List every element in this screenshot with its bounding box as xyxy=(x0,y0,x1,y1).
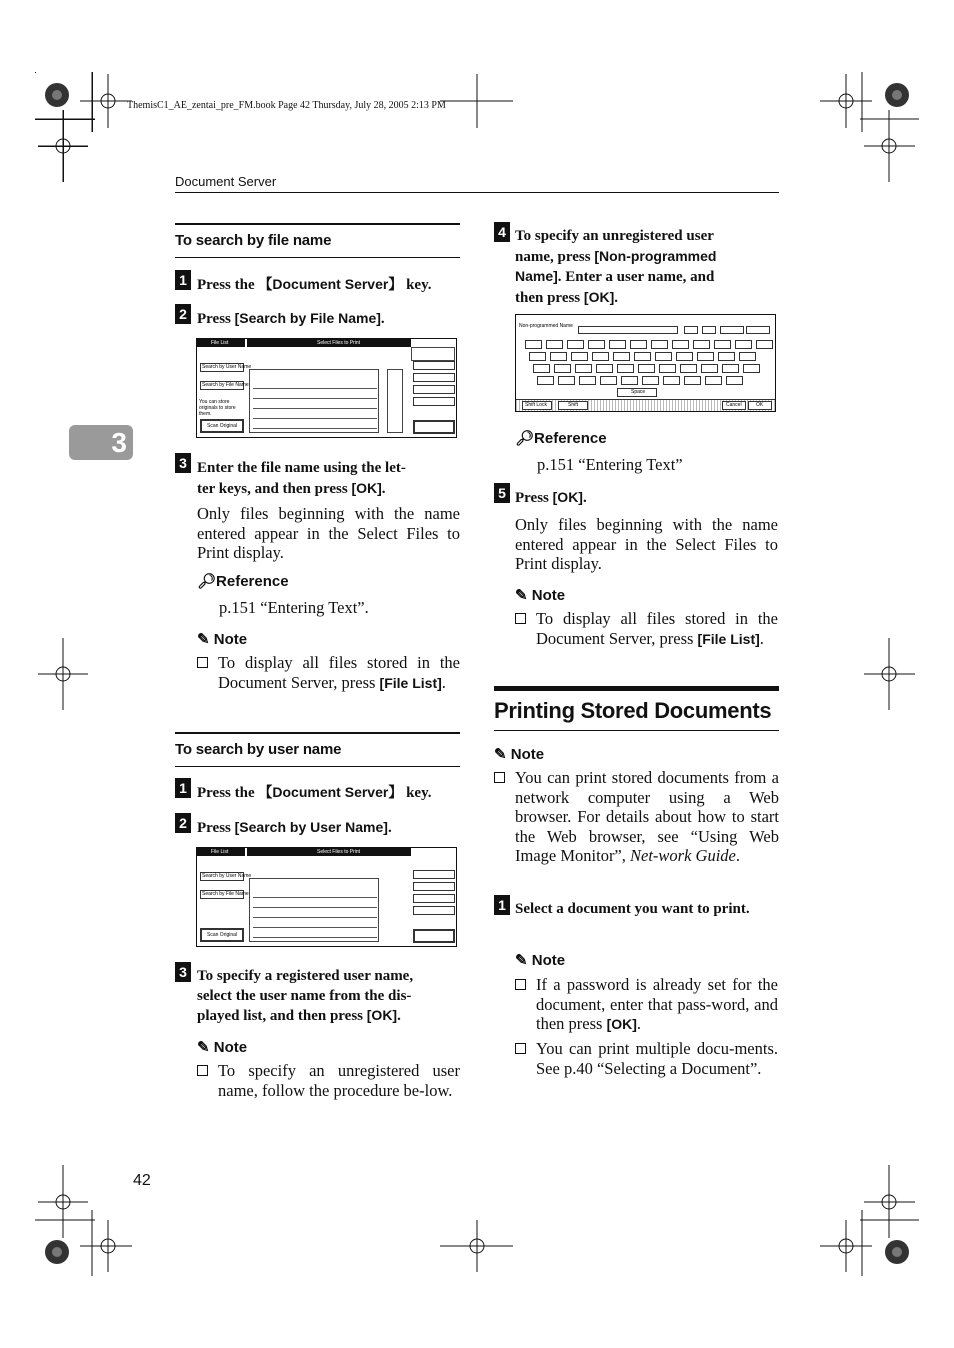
reference-heading: 🔎︎Reference xyxy=(197,573,289,590)
checkbox-bullet-icon xyxy=(515,1043,526,1054)
note-item: To specify an unregistered user name, follow the procedure be-low. xyxy=(197,1061,460,1100)
search-by-file-name-key: [Search by File Name] xyxy=(234,310,381,326)
document-server-key: 【Document Server】 xyxy=(258,784,403,800)
note-heading: ✎ Note xyxy=(197,631,248,648)
file-info: ThemisC1_AE_zentai_pre_FM.book Page 42 Thursday, July 28, 2005 2:13 PM xyxy=(127,100,446,111)
note-heading: ✎ Note xyxy=(515,587,566,604)
non-programmed-name-key: [Non-programmed xyxy=(594,247,717,264)
step-2-text: Press [Search by File Name]. xyxy=(197,310,385,327)
header-rule xyxy=(175,192,779,193)
running-head: Document Server xyxy=(175,174,277,189)
ok-key: [OK] xyxy=(606,1016,637,1032)
step-number: 2 xyxy=(175,813,191,833)
reference-icon: 🔎︎ xyxy=(197,573,217,590)
step-5-description: Only files beginning with the name entered appear in the Select Files to Print display. xyxy=(515,515,778,573)
step-number: 5 xyxy=(494,483,510,503)
note-heading: ✎ Note xyxy=(494,746,545,763)
section-title: Printing Stored Documents xyxy=(494,698,772,723)
ok-key: [OK] xyxy=(351,479,382,496)
note-item: To display all files stored in the Document Server, press [File List]. xyxy=(515,609,778,649)
checkbox-bullet-icon xyxy=(494,772,505,783)
search-by-user-name-key: [Search by User Name] xyxy=(234,819,388,835)
chapter-tab: 3 xyxy=(69,425,133,460)
step-number: 2 xyxy=(175,304,191,324)
step-3-description: Only files beginning with the name entered appear in the Select Files to Print display. xyxy=(197,504,460,562)
page-number: 42 xyxy=(133,1172,151,1189)
step-number: 3 xyxy=(175,453,191,473)
select-files-screenshot: File List Select Files to Print Search by User Name Search by File Name You can store originals to store them. Scan Original xyxy=(196,338,457,438)
step-number: 4 xyxy=(494,222,510,242)
step-number: 1 xyxy=(494,895,510,915)
pencil-icon: ✎ xyxy=(515,952,528,969)
pencil-icon: ✎ xyxy=(515,587,528,604)
step-4-text: To specify an unregistered user name, press [Non-programmed Name]. Enter a user name, and then press [OK]. xyxy=(515,228,717,306)
step-number: 1 xyxy=(175,778,191,798)
file-list-key: [File List] xyxy=(379,674,442,691)
reference-heading: 🔎︎Reference xyxy=(515,430,607,447)
note-heading: ✎ Note xyxy=(197,1039,248,1056)
section-heading-box xyxy=(494,686,779,731)
reference-icon: 🔎︎ xyxy=(515,430,535,447)
reference-text: p.151 “Entering Text” xyxy=(537,455,683,474)
keyboard-keys: Space xyxy=(519,337,773,407)
note-item: You can print stored documents from a network computer using a Web browser. For details about how to start the Web browser, see “Using Web Image Monitor”, Net-work Guide. xyxy=(494,768,779,866)
step-1-text: Select a document you want to print. xyxy=(515,901,750,917)
select-files-screenshot-2: File List Select Files to Print Search by User Name Search by File Name Scan Original xyxy=(196,847,457,947)
subsection-user-name xyxy=(175,732,460,767)
reference-text: p.151 “Entering Text”. xyxy=(219,598,369,617)
ok-key: [OK] xyxy=(366,1007,398,1023)
subsection-title: To search by user name xyxy=(175,741,342,758)
step-5-text: Press [OK]. xyxy=(515,489,587,506)
checkbox-bullet-icon xyxy=(515,979,526,990)
step-2-text: Press [Search by User Name]. xyxy=(197,819,392,836)
document-server-key: 【Document Server】 xyxy=(258,276,403,292)
checkbox-bullet-icon xyxy=(197,657,208,668)
pencil-icon: ✎ xyxy=(197,1039,210,1056)
note-item: To display all files stored in the Document Server, press [File List]. xyxy=(197,653,460,693)
ok-key: [OK] xyxy=(552,489,583,505)
checkbox-bullet-icon xyxy=(197,1065,208,1076)
step-3-text: To specify a registered user name, select the user name from the dis- played list, and then press [OK]. xyxy=(197,968,414,1024)
pencil-icon: ✎ xyxy=(197,631,210,648)
file-list-key: [File List] xyxy=(697,630,760,647)
step-3-text: Enter the file name using the let- ter keys, and then press [OK]. xyxy=(197,460,406,497)
pencil-icon: ✎ xyxy=(494,746,507,763)
note-item: You can print multiple docu-ments. See p.40 “Selecting a Document”. xyxy=(515,1039,778,1078)
ok-key: [OK] xyxy=(583,288,615,305)
note-item: If a password is already set for the document, enter that pass-word, and then press [OK]. xyxy=(515,975,778,1035)
step-number: 1 xyxy=(175,270,191,290)
subsection-title: To search by file name xyxy=(175,232,332,249)
subsection-file-name xyxy=(175,223,460,258)
step-1-text: Press the 【Document Server】 key. xyxy=(197,276,432,293)
checkbox-bullet-icon xyxy=(515,613,526,624)
keyboard-screenshot: Non-programmed Name Space Shift Lock Shift Cancel OK xyxy=(515,314,776,412)
note-heading: ✎ Note xyxy=(515,952,566,969)
step-1-text: Press the 【Document Server】 key. xyxy=(197,784,432,801)
step-number: 3 xyxy=(175,962,191,982)
